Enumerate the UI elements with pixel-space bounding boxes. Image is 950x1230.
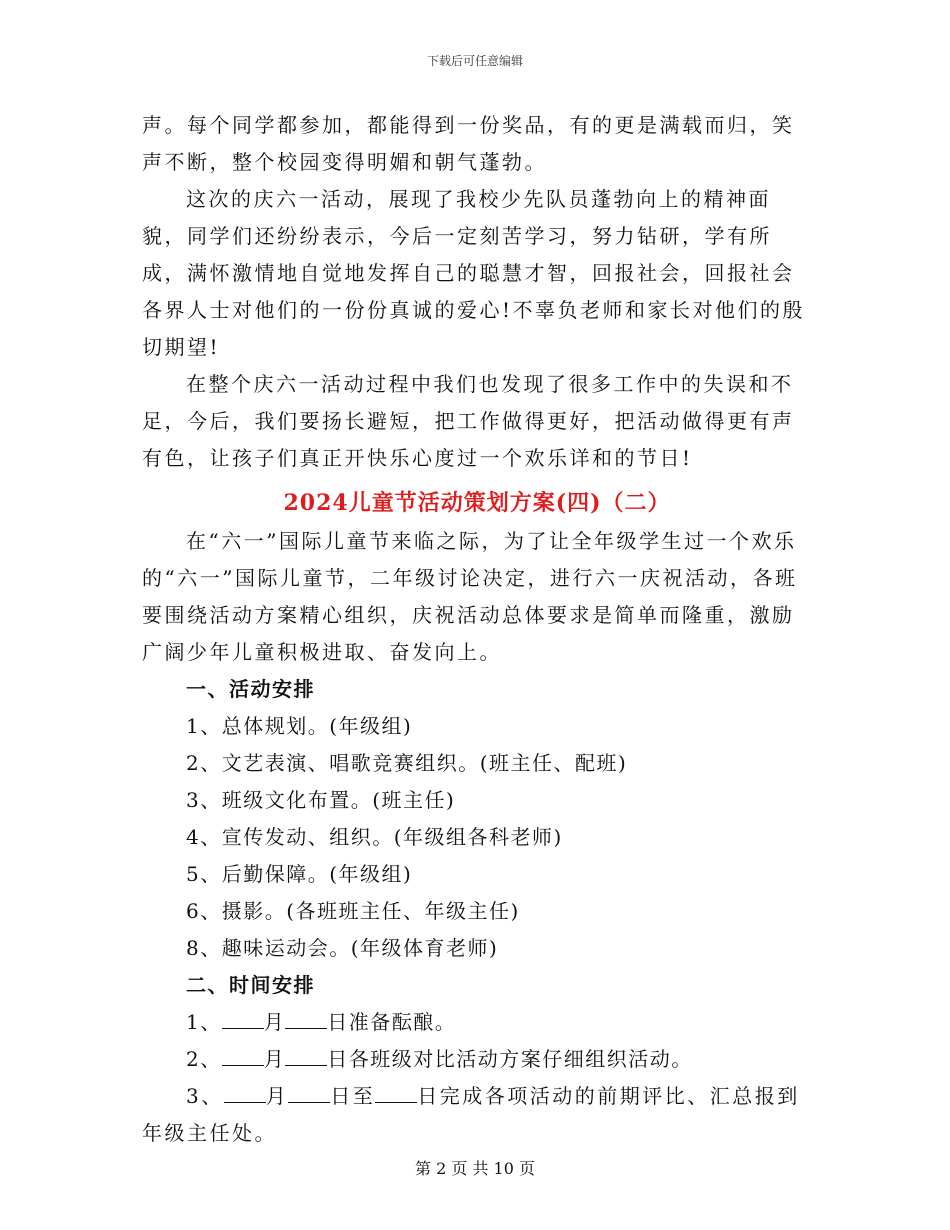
schedule-item-2 [142,1041,812,1078]
list-item: 5、后勤保障。(年级组) [186,862,413,886]
item-text: 月 [265,1084,289,1108]
section-title: 2024儿童节活动策划方案(四)（二） [283,490,671,516]
list-item: 8、趣味运动会。(年级体育老师) [186,936,499,960]
page-footer: 第 2 页 共 10 页 [415,1159,535,1178]
paragraph-2: 这次的庆六一活动，展现了我校少先队员蓬勃向上的精神面貌，同学们还纷纷表示，今后一定刻苦学习，努力钻研，学有所成，满怀激情地自觉地发挥自己的聪慧才智，回报社会，回报社会各界人士对他们的一份份真诚的爱心!不辜负老师和家长对他们的殷切期望! [142,187,806,359]
paragraph-3: 在整个庆六一活动过程中我们也发现了很多工作中的失误和不足，今后，我们要扬长避短，把工作做得更好，把活动做得更有声有色，让孩子们真正开快乐心度过一个欢乐详和的节日! [142,372,795,470]
item-text: 日完成各项活动的前期评比、汇总报到年级主任处。 [142,1084,800,1145]
list-item: 4、宣传发动、组织。(年级组各科老师) [186,825,563,849]
list-item: 2、文艺表演、唱歌竞赛组织。(班主任、配班) [186,751,628,775]
item-number: 2、 [186,1047,222,1071]
section-heading-arrangement: 一、活动安排 [186,677,315,701]
paragraph-1: 声。每个同学都参加，都能得到一份奖品，有的更是满载而归，笑声不断，整个校园变得明媚和朝气蓬勃。 [142,113,795,174]
item-text: 日至 [330,1084,376,1108]
item-text: 日各班级对比活动方案仔细组织活动。 [327,1047,693,1071]
schedule-item-1 [142,1004,812,1041]
section-heading-schedule: 二、时间安排 [186,973,315,997]
document-body [142,107,812,1152]
blank-field [288,1084,330,1103]
blank-field [222,1047,264,1066]
blank-field [224,1084,266,1103]
blank-field [222,1010,264,1029]
list-item: 6、摄影。(各班班主任、年级主任) [186,899,520,923]
page-header: 下载后可任意编辑 [426,54,523,68]
item-text: 月 [263,1047,286,1071]
blank-field [375,1084,417,1103]
paragraph-4: 在“六一”国际儿童节来临之际，为了让全年级学生过一个欢乐的“六一”国际儿童节，二年级讨论决定，进行六一庆祝活动，各班要围绕活动方案精心组织，庆祝活动总体要求是简单而隆重，激励广阔少年儿童积极进取、奋发向上。 [142,529,798,664]
list-item: 1、总体规划。(年级组) [186,714,413,738]
blank-field [285,1010,327,1029]
item-text: 日准备酝酿。 [327,1010,457,1034]
item-number: 1、 [186,1010,222,1034]
schedule-item-3 [142,1078,812,1152]
list-item: 3、班级文化布置。(班主任) [186,788,456,812]
blank-field [285,1047,327,1066]
item-number: 3、 [186,1084,224,1108]
item-text: 月 [263,1010,286,1034]
